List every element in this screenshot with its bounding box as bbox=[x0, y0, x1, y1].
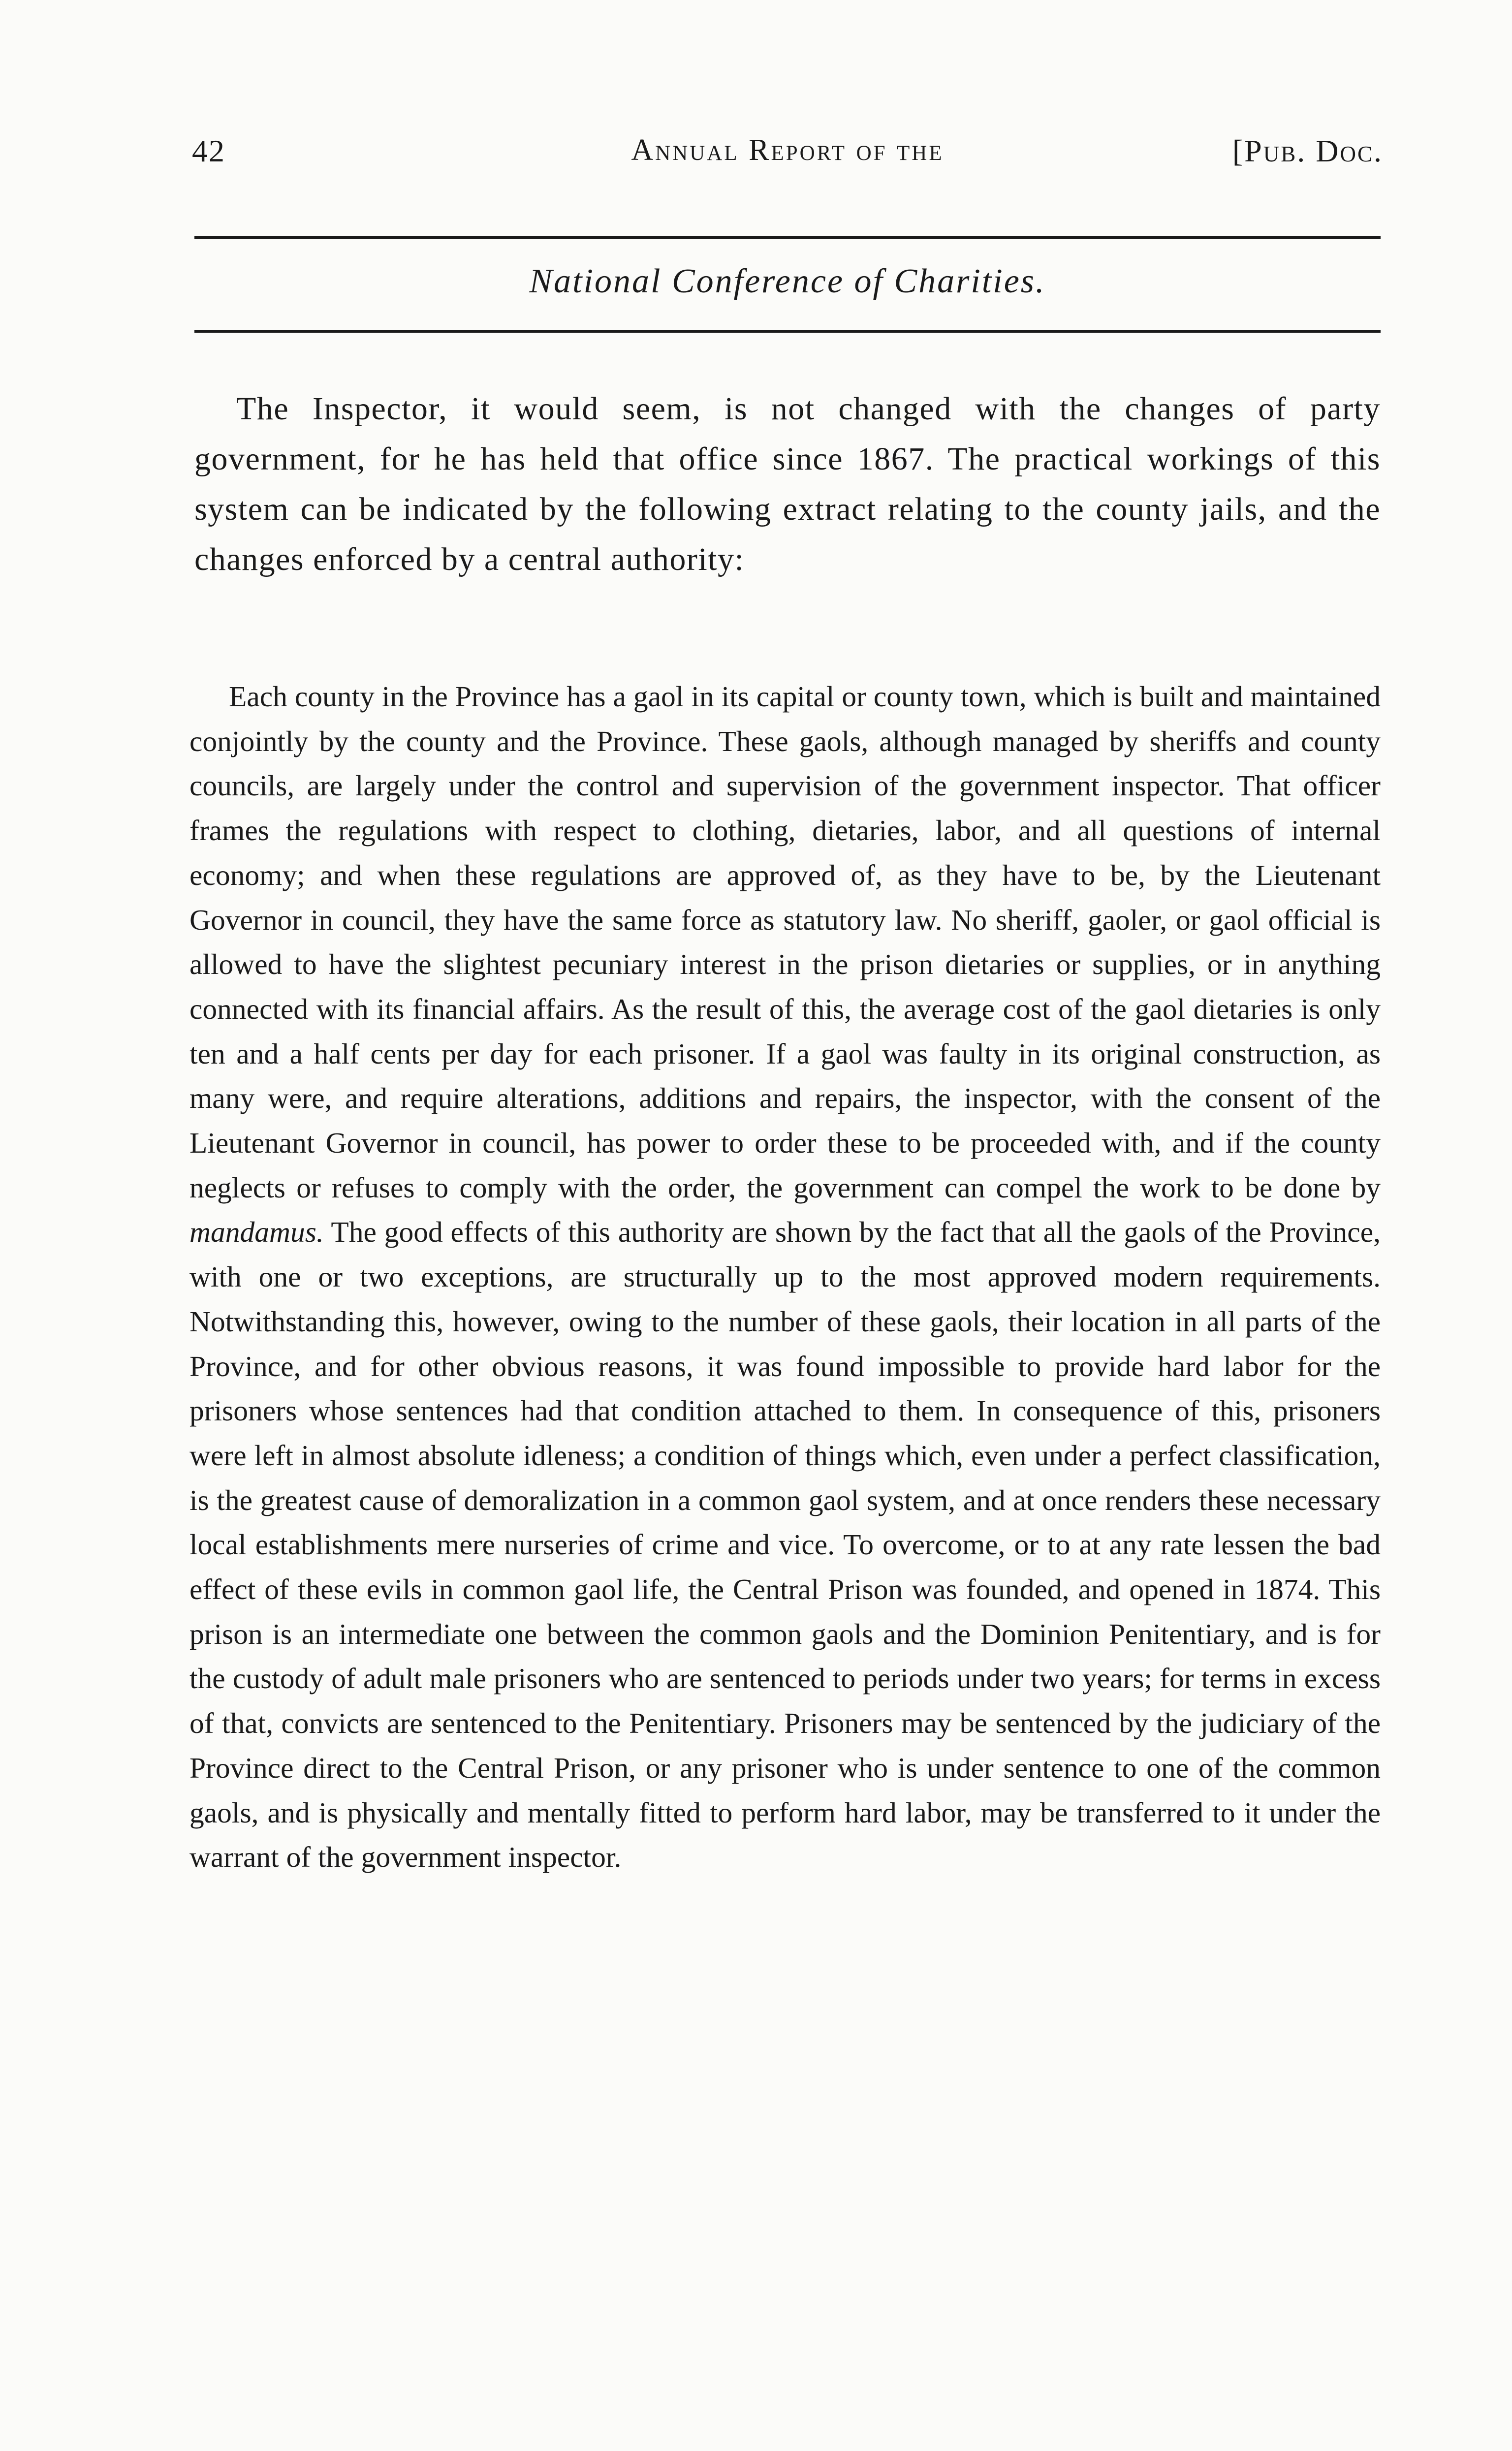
italic-term: mandamus. bbox=[189, 1216, 324, 1249]
quoted-paragraph bbox=[189, 674, 1381, 1880]
running-title: Annual Report of the bbox=[631, 133, 944, 167]
page-number: 42 bbox=[192, 133, 225, 168]
quoted-extract-block bbox=[189, 674, 1381, 1880]
running-head bbox=[192, 133, 1383, 177]
top-divider-rule bbox=[194, 236, 1381, 239]
document-reference: [Pub. Doc. bbox=[1232, 133, 1383, 168]
bottom-divider-rule bbox=[194, 330, 1381, 333]
quoted-text-part-2: The good effects of this authority are shown by the fact that all the gaols of the Province, with one or two exceptions, are structurally up to the most approved modern requirements. Notwithstanding this, however, owing to the number of these gaols, their location in all parts of the Province, and for other obvious reasons, it was found impossible to provide hard labor for the prisoners whose sentences had that condition attached to them. In consequence of this, prisoners were left in almost absolute idleness; a condition of things which, even under a perfect classification, is the greatest cause of demoralization in a common gaol system, and at once renders these necessary local establishments mere nurseries of crime and vice. To overcome, or to at any rate lessen the bad effect of these evils in common gaol life, the Central Prison was founded, and opened in 1874. This prison is an intermediate one between the common gaols and the Dominion Penitentiary, and is for the custody of adult male prisoners who are sentenced to periods under two years; for terms in excess of that, convicts are sentenced to the Penitentiary. Prisoners may be sentenced by the judiciary of the Province direct to the Central Prison, or any prisoner who is under sentence to one of the common gaols, and is physically and mentally fitted to perform hard labor, may be transferred to it under the warrant of the government inspector. bbox=[189, 1216, 1381, 1874]
intro-paragraph-block bbox=[194, 384, 1381, 585]
intro-paragraph: The Inspector, it would seem, is not changed with the changes of party government, for he has held that office since 1867. The practical workings of this system can be indicated by the following extract relating to the county jails, and the changes enforced by a central authority: bbox=[194, 391, 1381, 577]
section-title: National Conference of Charities. bbox=[529, 262, 1046, 300]
quoted-text-part-1: Each county in the Province has a gaol in its capital or county town, which is built and maintained conjointly by the county and the Province. These gaols, although managed by sheriffs and county councils, are largely under the control and supervision of the government inspector. That officer frames the regulations with respect to clothing, dietaries, labor, and all questions of internal economy; and when these regulations are approved of, as they have to be, by the Lieutenant Governor in council, they have the same force as statutory law. No sheriff, gaoler, or gaol official is allowed to have the slightest pecuniary interest in the prison dietaries or supplies, or in anything connected with its financial affairs. As the result of this, the average cost of the gaol dietaries is only ten and a half cents per day for each prisoner. If a gaol was faulty in its original construction, as many were, and require alterations, additions and repairs, the inspector, with the consent of the Lieutenant Governor in council, has power to order these to be proceeded with, and if the county neglects or refuses to comply with the order, the government can compel the work to be done by bbox=[189, 680, 1381, 1204]
